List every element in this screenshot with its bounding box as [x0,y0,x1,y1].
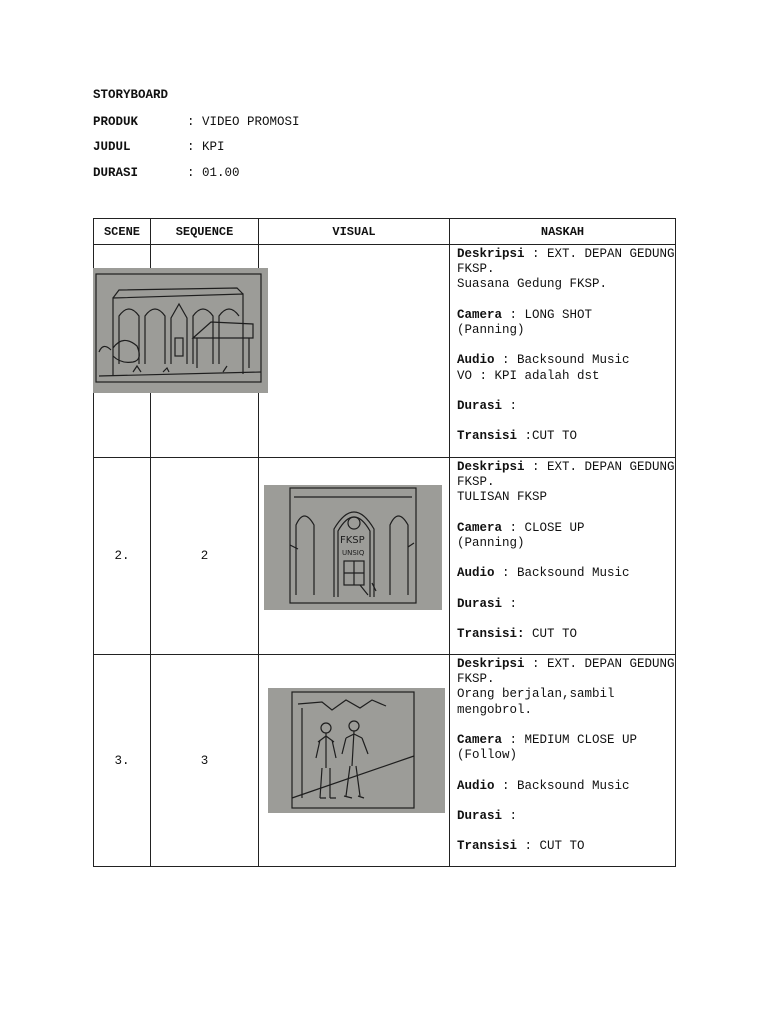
visual-cell [259,245,450,458]
field-durasi [93,166,240,180]
camera-text: : MEDIUM CLOSE UP (Follow) [457,733,638,763]
transisi-text: CUT TO [524,627,578,642]
transisi-text: : CUT TO [517,839,585,854]
field-value: : KPI [187,140,225,154]
durasi-label: Durasi [457,398,503,413]
table-header-row [94,219,676,245]
durasi-text: : [502,808,518,823]
naskah-cell [450,245,676,458]
sequence-cell: 3 [151,655,259,867]
naskah-cell [450,458,676,655]
col-naskah: NASKAH [450,219,676,245]
durasi-text: : [502,398,518,413]
sequence-cell: 2 [151,458,259,655]
audio-label: Audio [457,778,495,793]
sketch-building-long-shot [93,268,268,393]
field-value: : VIDEO PROMOSI [187,115,300,129]
deskripsi-text: : EXT. DEPAN GEDUNG FKSP. TULISAN FKSP [457,460,675,505]
col-visual: VISUAL [259,219,450,245]
camera-label: Camera [457,307,503,322]
durasi-text: : [502,596,518,611]
audio-text: : Backsound Music [494,778,630,793]
col-scene: SCENE [94,219,151,245]
audio-text: : Backsound Music VO : KPI adalah dst [457,353,630,383]
field-value: : 01.00 [187,166,240,180]
camera-text: : LONG SHOT (Panning) [457,307,593,337]
field-label: JUDUL [93,140,131,154]
field-judul [93,140,225,154]
camera-label: Camera [457,733,503,747]
camera-text: : CLOSE UP (Panning) [457,520,585,550]
deskripsi-label: Deskripsi [457,657,525,671]
storyboard-title: STORYBOARD [93,88,169,102]
scene-cell: 3. [94,655,151,867]
transisi-label: Transisi [457,839,518,854]
scene-cell: 2. [94,458,151,655]
sketch-label-unsiq: UNSIQ [342,549,365,557]
audio-label: Audio [457,566,495,581]
field-label: PRODUK [93,115,139,129]
deskripsi-text: : EXT. DEPAN GEDUNG FKSP. Suasana Gedung FKSP. [457,247,675,292]
deskripsi-text: : EXT. DEPAN GEDUNG FKSP. Orang berjalan,sambil mengobrol. [457,657,675,717]
sketch-people-walking [268,688,445,813]
sketch-fksp-sign [264,485,442,610]
sketch-label-fksp: FKSP [340,535,365,546]
field-label: DURASI [93,166,139,180]
audio-text: : Backsound Music [494,566,630,581]
deskripsi-label: Deskripsi [457,460,525,474]
col-sequence: SEQUENCE [151,219,259,245]
transisi-text: :CUT TO [517,429,578,444]
deskripsi-label: Deskripsi [457,247,525,261]
camera-label: Camera [457,520,503,535]
audio-label: Audio [457,353,495,368]
durasi-label: Durasi [457,596,503,611]
field-produk [93,115,300,129]
transisi-label: Transisi: [457,627,525,642]
transisi-label: Transisi [457,429,518,444]
naskah-cell [450,655,676,867]
durasi-label: Durasi [457,808,503,823]
